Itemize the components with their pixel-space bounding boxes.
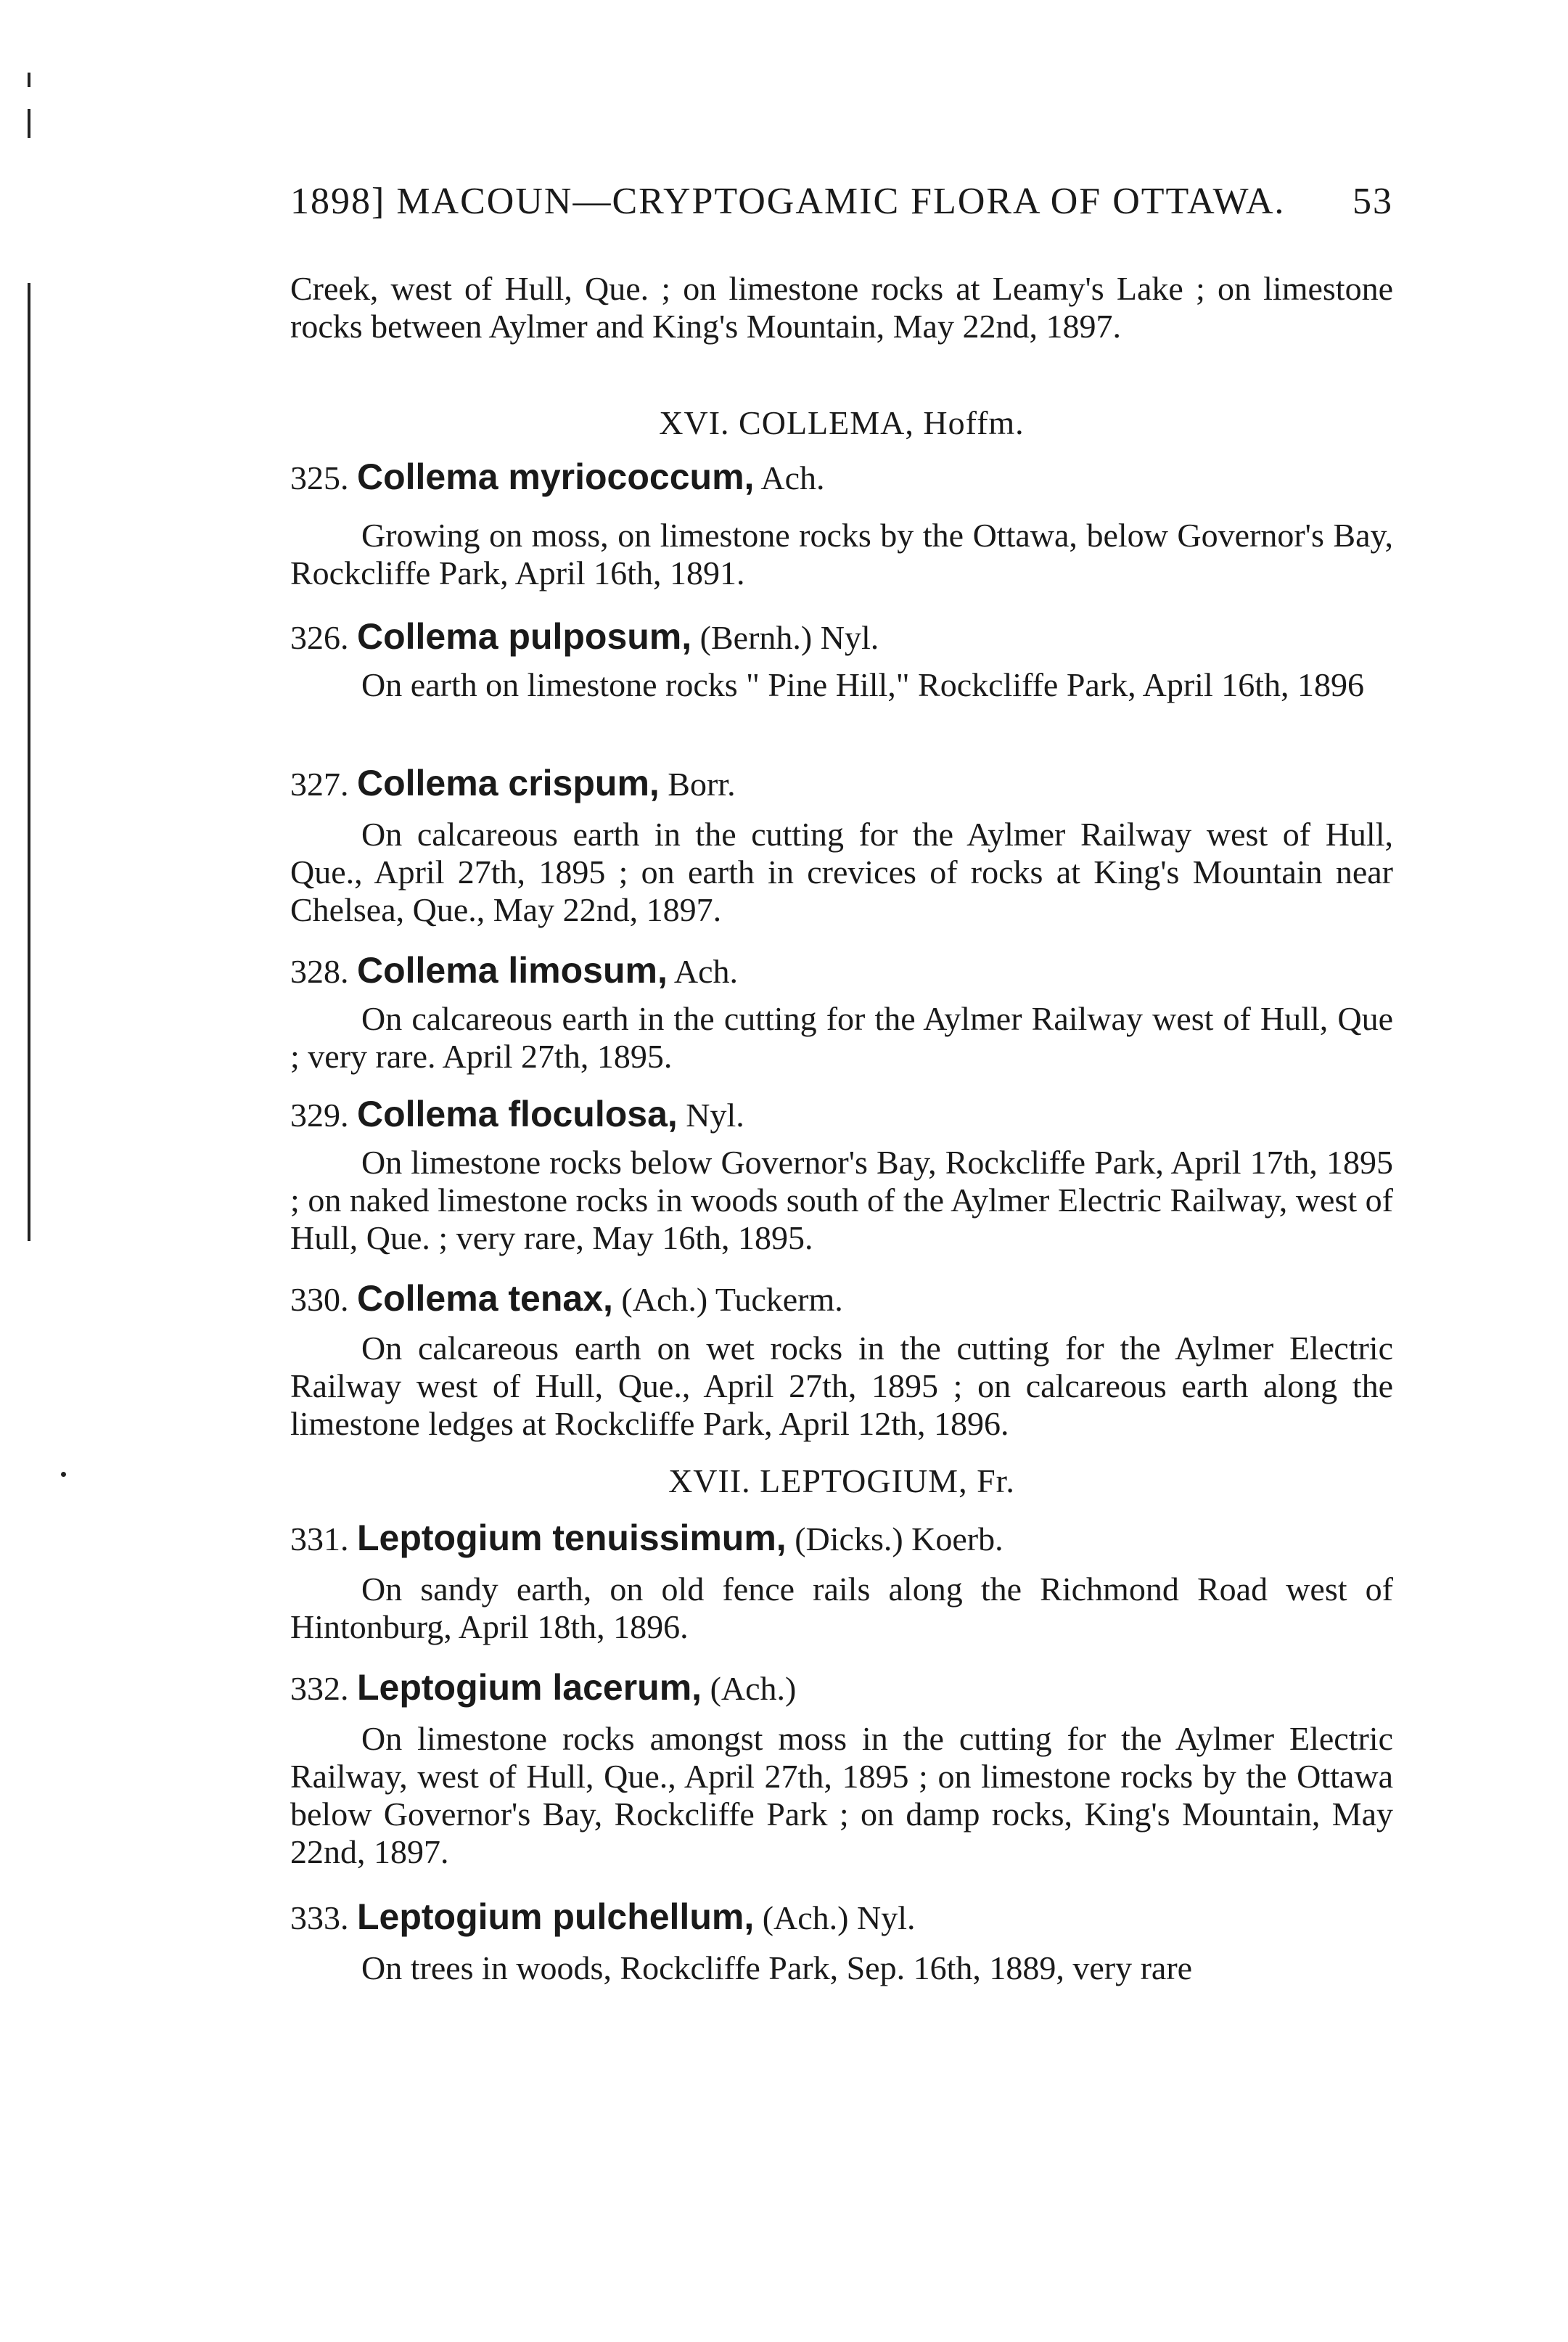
species-author: Ach. (673, 953, 738, 990)
entry-number: 328. (290, 953, 349, 990)
species-name: Collema myriococcum, (357, 456, 755, 497)
species-author: (Ach.) Nyl. (762, 1899, 916, 1936)
entry-number: 331. (290, 1520, 349, 1557)
species-entry-title (290, 1517, 1393, 1559)
species-author: Ach. (760, 459, 825, 496)
running-header (290, 180, 1393, 231)
species-name: Leptogium lacerum, (357, 1667, 702, 1708)
species-name: Collema pulposum, (357, 616, 692, 657)
species-description: On earth on limestone rocks " Pine Hill," Rockcliffe Park, April 16th, 1896 (361, 666, 1364, 703)
continuation-paragraph: Creek, west of Hull, Que. ; on limestone rocks at Leamy's Lake ; on limestone rocks between Aylmer and King's Mountain, May 22nd, 1897. (290, 270, 1393, 345)
scan-margin-line (28, 109, 30, 138)
entry-number: 332. (290, 1670, 349, 1707)
entry-number: 327. (290, 766, 349, 803)
entry-number: 326. (290, 619, 349, 656)
species-entry-title (290, 1666, 1393, 1708)
species-author: (Ach.) Tuckerm. (621, 1281, 843, 1318)
section-heading: XVII. LEPTOGIUM, Fr. (668, 1462, 1015, 1499)
species-description: On trees in woods, Rockcliffe Park, Sep. 16th, 1889, very rare (361, 1949, 1193, 1986)
header-title: 1898] MACOUN—CRYPTOGAMIC FLORA OF OTTAWA. (290, 181, 1286, 222)
species-description: On sandy earth, on old fence rails along the Richmond Road west of Hintonburg, April 18th, 1896. (290, 1571, 1393, 1645)
species-name: Collema floculosa, (357, 1094, 678, 1134)
species-entry-title (290, 615, 1393, 658)
scan-margin-line (28, 283, 30, 1241)
species-description: On limestone rocks amongst moss in the cutting for the Aylmer Electric Railway, west of Hull, Que., April 27th, 1895 ; on limestone rocks by the Ottawa below Governor's Bay, Rockcliffe Park ; on damp rocks, King's Mountain, May 22nd, 1897. (290, 1720, 1393, 1870)
species-entry-title (290, 949, 1393, 991)
page-number: 53 (1352, 181, 1393, 222)
species-description: On calcareous earth in the cutting for the Aylmer Railway west of Hull, Que., April 27th, 1895 ; on earth in crevices of rocks at King's Mountain near Chelsea, Que., May 22nd, 1897. (290, 816, 1393, 928)
species-entry-title (290, 762, 1393, 804)
species-description: Growing on moss, on limestone rocks by the Ottawa, below Governor's Bay, Rockcliffe Park, April 16th, 1891. (290, 517, 1393, 591)
species-entry-title (290, 456, 1393, 498)
entry-number: 325. (290, 459, 349, 496)
species-name: Collema limosum, (357, 950, 668, 991)
species-author: Nyl. (686, 1097, 744, 1134)
species-entry-title (290, 1093, 1393, 1135)
species-name: Collema crispum, (357, 763, 660, 803)
scan-margin-dot (61, 1472, 66, 1477)
species-description: On calcareous earth on wet rocks in the cutting for the Aylmer Electric Railway west of Hull, Que., April 27th, 1895 ; on calcareous earth along the limestone ledges at Rockcliffe Park, April 12th, 1896. (290, 1330, 1393, 1442)
entry-number: 330. (290, 1281, 349, 1318)
species-author: (Dicks.) Koerb. (795, 1520, 1003, 1557)
species-description: On calcareous earth in the cutting for the Aylmer Railway west of Hull, Que ; very rare. April 27th, 1895. (290, 1000, 1393, 1075)
species-author: (Ach.) (710, 1670, 797, 1707)
species-name: Leptogium tenuissimum, (357, 1518, 787, 1558)
species-name: Leptogium pulchellum, (357, 1896, 755, 1937)
species-description: On limestone rocks below Governor's Bay, Rockcliffe Park, April 17th, 1895 ; on naked limestone rocks in woods south of the Aylmer Electric Railway, west of Hull, Que. ; very rare, May 16th, 1895. (290, 1144, 1393, 1256)
section-heading: XVI. COLLEMA, Hoffm. (659, 404, 1025, 441)
scan-margin-line (28, 73, 30, 87)
entry-number: 329. (290, 1097, 349, 1134)
entry-number: 333. (290, 1899, 349, 1936)
species-author: (Bernh.) Nyl. (699, 619, 879, 656)
species-entry-title (290, 1277, 1393, 1319)
species-author: Borr. (668, 766, 736, 803)
species-entry-title (290, 1896, 1393, 1938)
species-name: Collema tenax, (357, 1278, 613, 1319)
